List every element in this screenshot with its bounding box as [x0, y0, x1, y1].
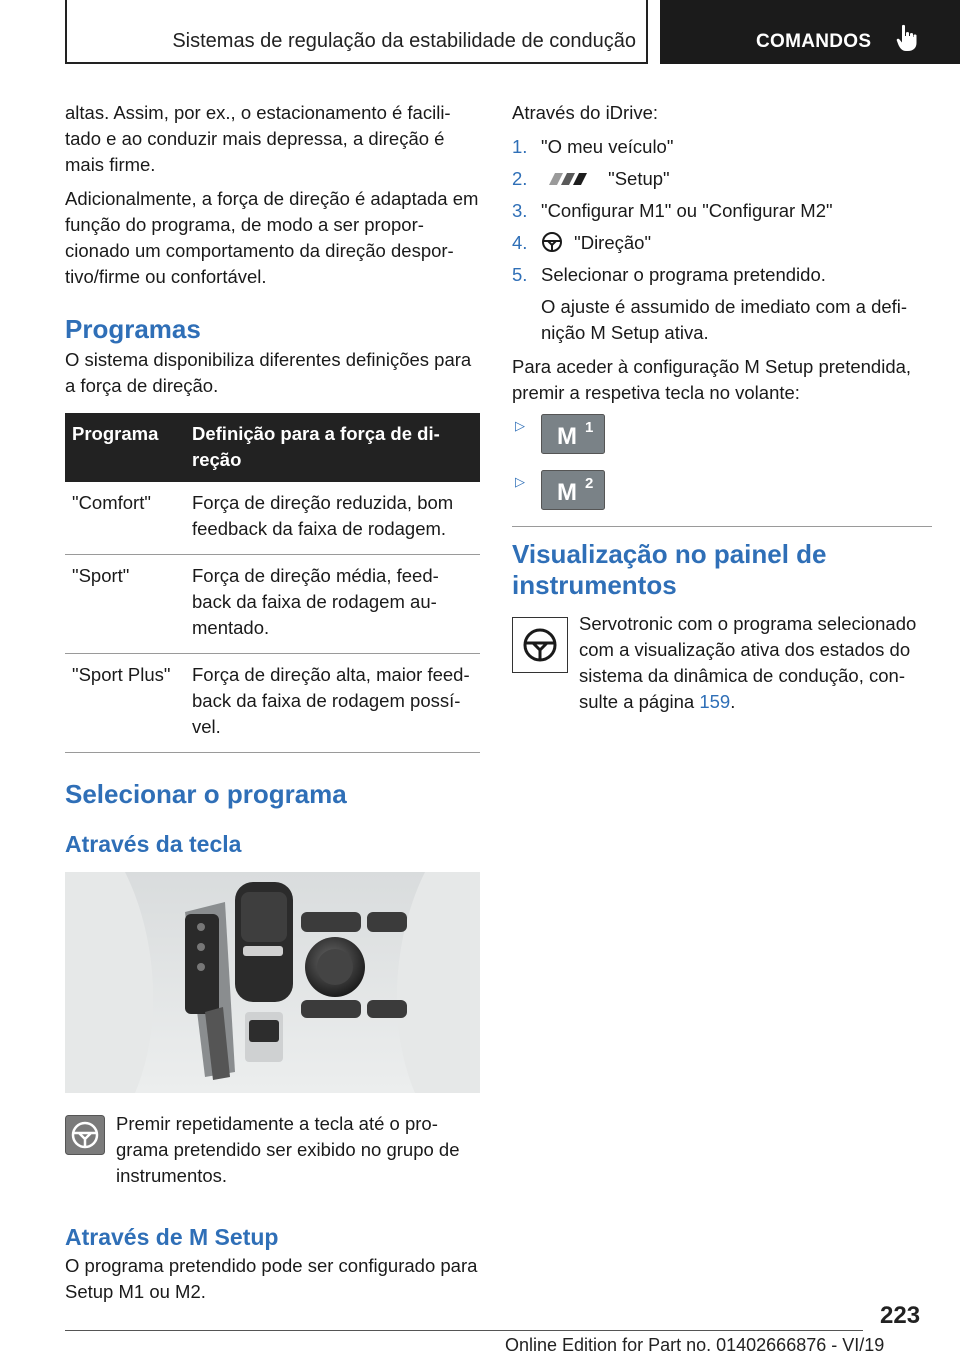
list-item [512, 262, 932, 288]
left-column [65, 100, 480, 1305]
step-number: 3. [512, 200, 528, 221]
display-text-body: Servotronic com o programa selecionado com a visualização ativa dos estados do sistema da dinâmica de condução, con-sulte a página [579, 613, 917, 712]
display-heading: Visualização no painel de instrumentos [512, 539, 827, 600]
table-cell-definition: Força de direção reduzida, bom feedback da faixa de rodagem. [185, 482, 480, 555]
step-text: "Direção" [574, 232, 652, 253]
table-row [65, 482, 480, 555]
m1-button-row [512, 414, 932, 470]
m1-label: M [557, 423, 577, 450]
table-cell-definition: Força de direção média, feed-back da faixa de rodagem au-mentado. [185, 555, 480, 654]
m2-sup: 2 [585, 475, 594, 492]
m2-button-row [512, 470, 932, 526]
via-msetup-heading: Através de M Setup [65, 1224, 279, 1250]
m1-button-icon[interactable] [541, 414, 605, 454]
display-text [512, 611, 932, 715]
step-number: 5. [512, 264, 528, 285]
header-section-box [65, 0, 648, 64]
step-text: "Configurar M1" ou "Configurar M2" [541, 200, 833, 221]
step-number: 2. [512, 168, 528, 189]
table-cell-program: "Comfort" [65, 482, 185, 555]
msetup-access-text: Para aceder à configuração M Setup pretendida, premir a respetiva tecla no volante: [512, 356, 912, 403]
footer-divider [65, 1330, 863, 1331]
chapter-label: COMANDOS [756, 31, 872, 52]
programas-text: O sistema disponibiliza diferentes definições para a força de direção. [65, 349, 472, 396]
list-item [512, 230, 932, 256]
pointing-hand-icon [896, 24, 918, 52]
table-header-row [65, 413, 480, 482]
intro-paragraph-1: altas. Assim, por ex., o estacionamento é facili-tado e ao conduzir mais depressa, a direção é mais firme. [65, 102, 451, 175]
intro-paragraph-2: Adicionalmente, a força de direção é adaptada em função do programa, de modo a ser propor-cionado um comportamento da direção despor-tivo/firme ou confortável. [65, 188, 479, 287]
button-instruction-text: Premir repetidamente a tecla até o pro-grama pretendido ser exibido no grupo de instrumentos. [116, 1113, 460, 1186]
list-item [512, 166, 932, 192]
display-info [512, 611, 932, 715]
table-cell-program: "Sport Plus" [65, 654, 185, 753]
chapter-tab[interactable] [660, 0, 960, 64]
step-text: "O meu veículo" [541, 136, 674, 157]
via-button-heading: Através da tecla [65, 831, 242, 857]
footer-edition: Online Edition for Part no. 01402666876 - VI/19 [505, 1335, 885, 1355]
table-header-definicao: Definição para a força de di-reção [192, 423, 440, 470]
step-number: 1. [512, 136, 528, 157]
select-program-heading: Selecionar o programa [65, 779, 347, 809]
right-column [512, 100, 932, 715]
step-text: "Setup" [608, 168, 670, 189]
triangle-bullet-icon: ▷ [515, 418, 525, 433]
programs-table [65, 413, 480, 753]
section-divider [512, 526, 932, 527]
steering-wheel-display-icon [512, 617, 568, 673]
table-row [65, 654, 480, 753]
m2-button-icon[interactable] [541, 470, 605, 510]
msetup-text: O programa pretendido pode ser configurado para Setup M1 ou M2. [65, 1255, 478, 1302]
table-cell-definition: Força de direção alta, maior feed-back da faixa de rodagem possí-vel. [185, 654, 480, 753]
programas-heading: Programas [65, 314, 201, 344]
button-instruction [65, 1111, 480, 1189]
m2-label: M [557, 479, 577, 506]
section-title: Sistemas de regulação da estabilidade de condução [172, 30, 636, 52]
step-text: Selecionar o programa pretendido. [541, 264, 826, 285]
idrive-steps [512, 134, 932, 288]
center-console-photo [65, 872, 480, 1093]
list-item [512, 198, 932, 224]
m1-sup: 1 [585, 419, 594, 436]
triangle-bullet-icon: ▷ [515, 474, 525, 489]
table-row [65, 555, 480, 654]
page-number: 223 [880, 1302, 921, 1329]
table-header-programa: Programa [72, 423, 159, 444]
m-stripes-icon [541, 171, 597, 187]
page-ref-link[interactable]: 159 [699, 691, 731, 712]
steering-wheel-icon [541, 231, 563, 253]
step5-subtext: O ajuste é assumido de imediato com a defi-nição M Setup ativa. [541, 296, 908, 343]
step-number: 4. [512, 232, 528, 253]
table-cell-program: "Sport" [65, 555, 185, 654]
list-item [512, 134, 932, 160]
display-text-end: . [730, 691, 736, 712]
steering-wheel-button-icon [65, 1115, 105, 1155]
idrive-intro: Através do iDrive: [512, 102, 658, 123]
